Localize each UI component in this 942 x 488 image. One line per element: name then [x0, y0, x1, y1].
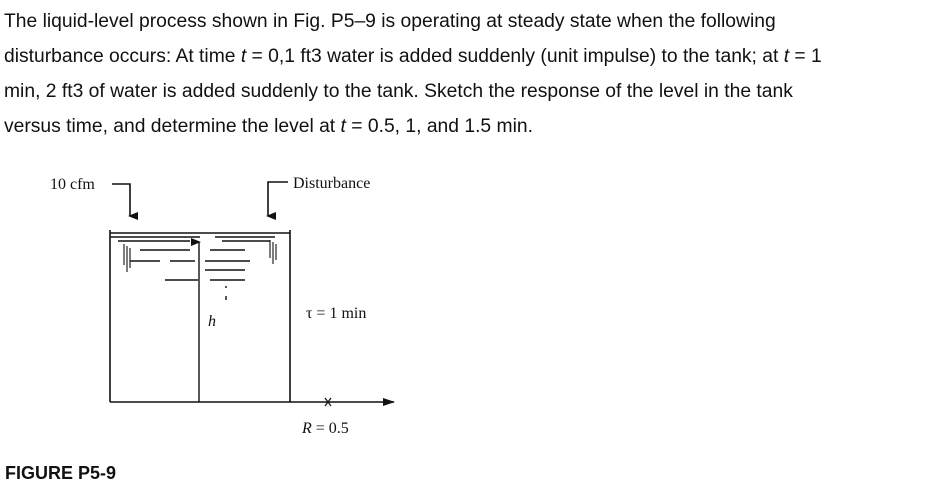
tank-wall	[110, 230, 290, 402]
problem-line-1: The liquid-level process shown in Fig. P5–9 is operating at steady state when the following	[4, 11, 776, 32]
resistance-symbol: R	[302, 420, 312, 437]
liquid-surface	[110, 233, 290, 300]
disturbance-label: Disturbance	[293, 175, 371, 192]
problem-line-4	[4, 109, 940, 144]
level-label: h	[208, 313, 216, 330]
resistance-label	[301, 420, 349, 437]
time-constant-label: τ = 1 min	[306, 305, 367, 322]
inlet-flow-label: 10 cfm	[50, 176, 95, 193]
time-variable: t	[783, 46, 790, 67]
problem-line-2-part-b: = 0,1 ft3 water is added suddenly (unit impulse) to the tank; at	[246, 46, 784, 67]
inflow-streaks	[124, 240, 276, 272]
problem-line-2	[4, 39, 940, 74]
tank-figure	[0, 160, 420, 450]
problem-line-4-part-b: = 0.5, 1, and 1.5 min.	[345, 116, 533, 137]
problem-line-2-part-a: disturbance occurs: At time	[4, 46, 241, 67]
time-variable: t	[340, 116, 346, 137]
problem-line-3: min, 2 ft3 of water is added suddenly to the tank. Sketch the response of the level in the tank	[4, 81, 793, 102]
problem-statement	[4, 4, 940, 144]
figure-caption: FIGURE P5-9	[5, 463, 117, 483]
time-variable: t	[240, 46, 247, 67]
disturbance-pipe	[268, 182, 288, 216]
problem-line-2-part-c: = 1	[789, 46, 822, 67]
resistance-value: = 0.5	[311, 420, 349, 437]
inlet-pipe	[112, 184, 130, 216]
problem-line-4-part-a: versus time, and determine the level at	[4, 116, 341, 137]
